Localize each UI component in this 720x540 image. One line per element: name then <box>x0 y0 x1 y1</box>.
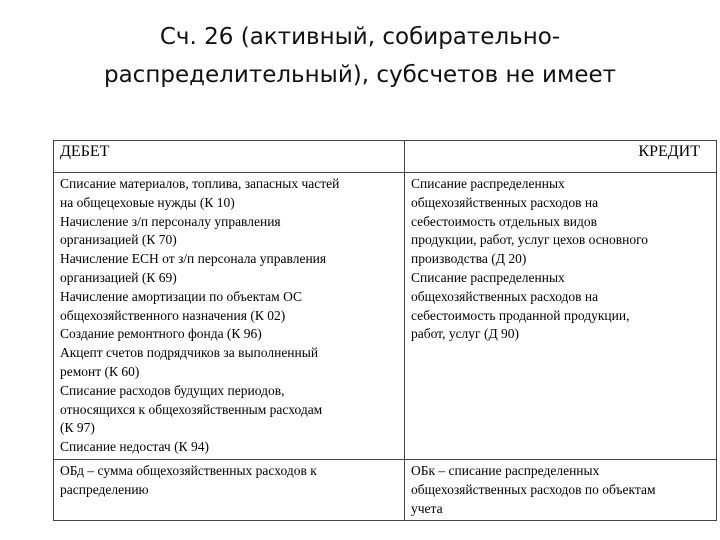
table-header-row <box>54 141 717 173</box>
credit-header: КРЕДИТ <box>405 141 717 173</box>
debit-entry-line: Начисление ЕСН от з/п персонала управления <box>60 251 327 267</box>
credit-entry-line: продукции, работ, услуг цехов основного <box>411 232 649 248</box>
credit-entry-line: Списание распределенных <box>411 176 565 191</box>
account-table <box>53 140 717 521</box>
credit-entries-cell <box>405 173 717 460</box>
debit-balance-line: ОБд – сумма общехозяйственных расходов к <box>60 462 317 478</box>
debit-header: ДЕБЕТ <box>54 141 405 173</box>
title-line-2: распределительный), субсчетов не имеет <box>103 62 617 88</box>
debit-entry-line: общехозяйственного назначения (К 02) <box>60 307 286 323</box>
debit-entry-line: организацией (К 69) <box>60 269 177 285</box>
debit-entry-line: Списание недостач (К 94) <box>60 439 209 455</box>
debit-entry-line: ремонт (К 60) <box>60 363 140 379</box>
debit-balance-line: распределению <box>60 481 149 497</box>
debit-balance-cell <box>54 459 405 520</box>
debit-entry-line: Создание ремонтного фонда (К 96) <box>60 326 262 342</box>
credit-turnover-line: учета <box>411 500 443 516</box>
debit-entry-line: организацией (К 70) <box>60 232 177 248</box>
debit-entry-line: Начисление з/п персоналу управления <box>60 213 281 229</box>
credit-turnover-cell <box>405 459 717 520</box>
credit-entry-line: Списание распределенных <box>411 269 565 285</box>
debit-entry-line: Списание расходов будущих периодов, <box>60 382 285 398</box>
debit-entry-line: (К 97) <box>60 420 95 436</box>
credit-entry-line: себестоимость проданной продукции, <box>411 307 630 323</box>
debit-entry-line: на общецеховые нужды (К 10) <box>60 194 235 210</box>
credit-entry-line: работ, услуг (Д 90) <box>411 326 520 342</box>
slide-title <box>0 18 720 94</box>
credit-turnover-line: общехозяйственных расходов по объектам <box>411 481 656 497</box>
credit-entry-line: общехозяйственных расходов на <box>411 194 599 210</box>
credit-entry-line: производства (Д 20) <box>411 251 527 267</box>
title-line-1: Сч. 26 (активный, собирательно- <box>159 24 561 50</box>
debit-entries-cell <box>54 173 405 460</box>
credit-turnover-line: ОБк – списание распределенных <box>411 462 600 478</box>
credit-entry-line: общехозяйственных расходов на <box>411 288 599 304</box>
debit-entry-line: Списание материалов, топлива, запасных частей <box>60 176 340 191</box>
table-row <box>54 459 717 520</box>
debit-entry-line: Акцепт счетов подрядчиков за выполненный <box>60 345 319 361</box>
table-row <box>54 173 717 460</box>
debit-entry-line: Начисление амортизации по объектам ОС <box>60 288 302 304</box>
credit-entry-line: себестоимость отдельных видов <box>411 213 597 229</box>
debit-entry-line: относящихся к общехозяйственным расходам <box>60 401 323 417</box>
